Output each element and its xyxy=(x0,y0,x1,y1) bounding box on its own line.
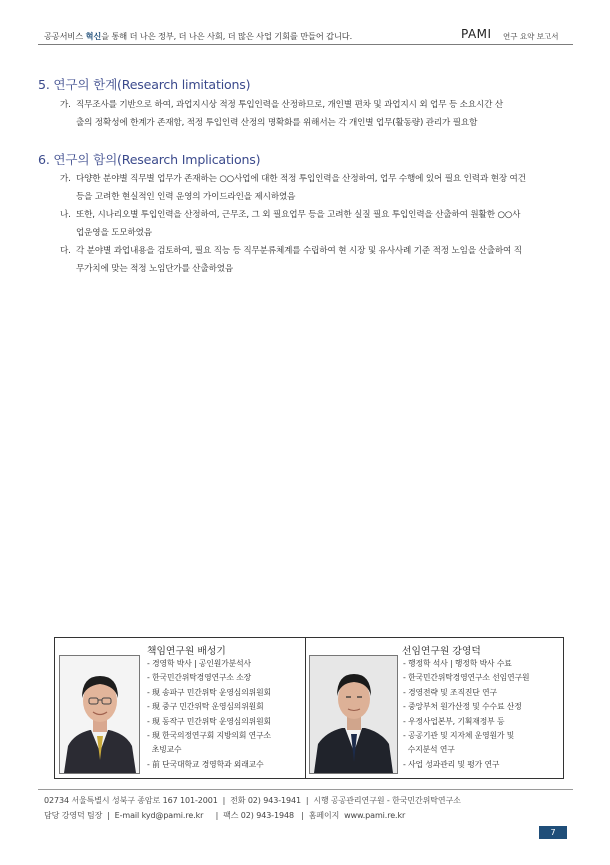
credential-line: - 우정사업본부, 기획재정부 등 xyxy=(403,716,505,726)
credential-line: 수지분석 연구 xyxy=(403,745,455,755)
credential-line: - 중앙부처 원가산정 및 수수료 산정 xyxy=(403,702,522,712)
implications-item-ga xyxy=(60,170,580,206)
item-marker: 가. xyxy=(60,100,71,110)
item-line: 무가치에 맞는 적정 노임단가를 산출하였음 xyxy=(76,264,234,274)
section-title-limitations: 5. 연구의 한계(Research limitations) xyxy=(38,77,251,92)
item-line: 각 분야별 과업내용을 검토하여, 필요 직능 등 직무분류체계를 수립하여 현 시장 및 유사사례 기준 적정 노임을 산출하여 직 xyxy=(76,246,522,256)
limitations-item-ga xyxy=(60,96,580,132)
header-tagline-highlight: 혁신 xyxy=(85,31,102,41)
item-marker: 가. xyxy=(60,174,71,184)
header-doc-type: 연구 요약 보고서 xyxy=(503,32,559,41)
credential-line: - 경영학 박사 | 공인원가분석사 xyxy=(147,659,251,668)
credential-line: - 한국민간위탁경영연구소 소장 xyxy=(147,673,252,683)
lead-researcher-portrait xyxy=(60,656,139,773)
researchers-box xyxy=(54,637,564,779)
item-line: 직무조사를 기반으로 하여, 과업지시상 적정 투입인력을 산정하므로, 개인별 편차 및 과업지시 외 업무 등 소요시간 산 xyxy=(76,100,504,110)
item-line: 등을 고려한 현실적인 인력 운영의 가이드라인을 제시하였음 xyxy=(76,192,296,202)
credential-line: - 現 한국의정연구회 지방의회 연구소 xyxy=(147,731,271,741)
researchers-divider xyxy=(305,638,306,778)
item-marker: 나. xyxy=(60,210,71,220)
item-line: 업운영을 도모하였음 xyxy=(76,228,152,238)
header-tagline-prefix: 공공서비스 xyxy=(44,31,86,41)
credential-line: 초빙교수 xyxy=(147,745,182,755)
item-line: 출의 정확성에 한계가 존재함, 적정 투입인력 산정의 명확화를 위해서는 각 개인별 업무(활동량) 관리가 필요함 xyxy=(76,118,478,128)
implications-item-na xyxy=(60,206,580,242)
credential-line: - 사업 성과관리 및 평가 연구 xyxy=(403,759,500,769)
senior-researcher-name: 선임연구원 강영덕 xyxy=(402,646,481,657)
page-number: 7 xyxy=(539,826,567,839)
credential-line: - 現 동작구 민간위탁 운영심의위원회 xyxy=(147,716,271,726)
credential-line: - 現 송파구 민간위탁 운영심의위원회 xyxy=(147,687,271,697)
implications-item-da xyxy=(60,242,580,278)
item-line: 다양한 분야별 직무별 업무가 존재하는 ○○사업에 대한 적정 투입인력을 산정하여, 업무 수행에 있어 필요 인력과 현장 여건 xyxy=(76,174,526,184)
credential-line: - 前 단국대학교 경영학과 외래교수 xyxy=(147,759,264,769)
header-brand: PAMI xyxy=(461,27,492,41)
footer-contact: 담당 강영덕 팀장 | E-mail kyd@pami.re.kr | 팩스 02) 943-1948 | 홈페이지 www.pami.re.kr xyxy=(44,811,406,820)
credential-line: - 現 중구 민간위탁 운영심의위원회 xyxy=(147,702,264,712)
header-tagline-suffix: 을 통해 더 나은 정부, 더 나은 사회, 더 많은 사업 기회를 만들어 갑니다. xyxy=(101,31,353,41)
section-title-implications: 6. 연구의 함의(Research Implications) xyxy=(38,152,261,167)
credential-line: - 한국민간위탁경영연구소 선임연구원 xyxy=(403,673,530,683)
header-tagline xyxy=(44,31,352,42)
footer-divider xyxy=(38,789,573,790)
credential-line: - 경영전략 및 조직진단 연구 xyxy=(403,687,497,697)
item-marker: 다. xyxy=(60,246,71,256)
lead-researcher-photo xyxy=(59,655,140,774)
credential-line: - 공공기관 및 지자체 운영원가 및 xyxy=(403,731,515,741)
senior-researcher-photo xyxy=(309,655,398,774)
senior-researcher-portrait xyxy=(310,656,397,773)
footer-address: 02734 서울특별시 성북구 종암로 167 101-2001 | 전화 02) 943-1941 | 시행 공공관리연구원 - 한국민간위탁연구소 xyxy=(44,796,461,805)
senior-researcher-credentials xyxy=(403,657,529,772)
item-line: 또한, 시나리오별 투입인력을 산정하여, 근무조, 그 외 필요업무 등을 고려한 실질 필요 투입인력을 산출하여 원활한 ○○사 xyxy=(76,210,521,220)
credential-line: - 행정학 석사 | 행정학 박사 수료 xyxy=(403,659,512,668)
header-divider xyxy=(38,44,573,45)
lead-researcher-credentials xyxy=(147,657,271,772)
lead-researcher-name: 책임연구원 배성기 xyxy=(147,646,226,657)
